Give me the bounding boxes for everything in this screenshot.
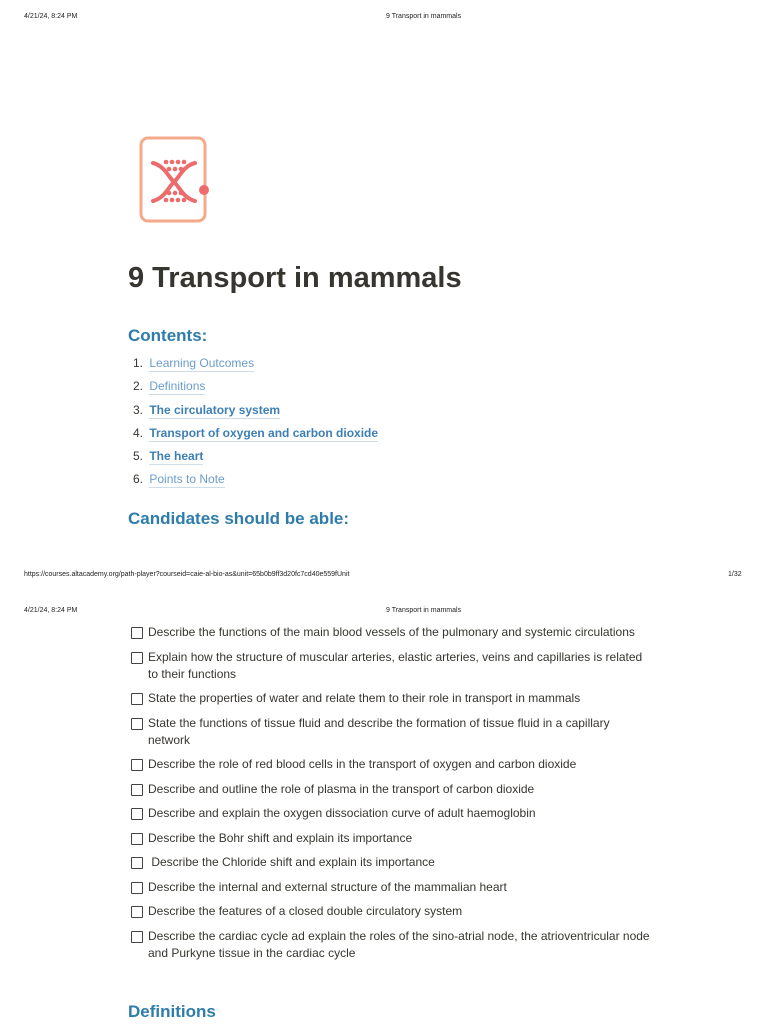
- checkbox[interactable]: [131, 627, 143, 639]
- checklist-item-text: State the functions of tissue fluid and describe the formation of tissue fluid in a capillary network: [148, 715, 610, 747]
- checklist-item: [131, 830, 651, 847]
- toc-number: 2.: [133, 379, 144, 394]
- candidates-heading: Candidates should be able:: [128, 509, 350, 528]
- checklist-item: [131, 624, 651, 641]
- checkbox[interactable]: [131, 759, 143, 771]
- checkbox[interactable]: [131, 931, 143, 943]
- checkbox[interactable]: [131, 693, 143, 705]
- toc-item-points-to-note: [133, 469, 378, 492]
- checkbox[interactable]: [131, 906, 143, 918]
- checklist-item: [131, 854, 651, 871]
- checklist-item-text: Describe the Chloride shift and explain its importance: [148, 855, 435, 869]
- checklist-item-text: Describe the role of red blood cells in the transport of oxygen and carbon dioxide: [148, 757, 577, 771]
- checklist-item-text: Describe the internal and external structure of the mammalian heart: [148, 879, 507, 894]
- toc-number: 3.: [133, 402, 144, 417]
- toc-link-circulatory-system[interactable]: The circulatory system: [149, 402, 281, 417]
- checkbox[interactable]: [131, 652, 143, 664]
- checklist-item-text: Describe and explain the oxygen dissociation curve of adult haemoglobin: [148, 806, 536, 820]
- dna-document-icon: [139, 136, 211, 224]
- checkbox[interactable]: [131, 882, 143, 894]
- definitions-heading: Definitions: [128, 1002, 216, 1021]
- toc-item-learning-outcomes: [133, 353, 378, 376]
- checklist-item: [131, 690, 651, 707]
- checkbox[interactable]: [131, 718, 143, 730]
- toc-item-transport-o2-co2: [133, 423, 378, 446]
- toc-link-transport-o2-co2[interactable]: Transport of oxygen and carbon dioxide: [149, 425, 379, 440]
- page-title: 9 Transport in mammals: [128, 262, 462, 294]
- toc-link-points-to-note[interactable]: Points to Note: [149, 472, 225, 487]
- learning-outcomes-checklist: [131, 624, 651, 962]
- checklist-item-text: Describe the functions of the main blood vessels of the pulmonary and systemic circulations: [148, 625, 635, 639]
- contents-heading: Contents:: [128, 326, 208, 345]
- checklist-item-text: Describe and outline the role of plasma in the transport of carbon dioxide: [148, 781, 535, 796]
- checklist-item: [131, 715, 651, 749]
- checklist-item: [131, 879, 651, 896]
- checklist-item-text: Describe the cardiac cycle ad explain the roles of the sino-atrial node, the atrioventricular node and Purkyne tissue in the cardiac cycle: [148, 928, 650, 960]
- toc-number: 5.: [133, 449, 144, 464]
- print-header-date: 4/21/24, 8:24 PM: [24, 13, 78, 20]
- toc-number: 1.: [133, 356, 144, 370]
- checklist-item-text: Describe the features of a closed double circulatory system: [148, 904, 463, 918]
- toc-link-learning-outcomes[interactable]: Learning Outcomes: [149, 356, 255, 370]
- toc-item-definitions: [133, 376, 378, 399]
- print-header-date-page2: 4/21/24, 8:24 PM: [24, 607, 78, 614]
- checklist-item-text: Describe the Bohr shift and explain its importance: [148, 830, 413, 845]
- checklist-item: [131, 805, 651, 822]
- checkbox[interactable]: [131, 808, 143, 820]
- checklist-item: [131, 781, 651, 798]
- toc-number: 4.: [133, 425, 144, 440]
- checklist-item: [131, 928, 651, 962]
- print-footer-url: https://courses.altacademy.org/path-player?courseid=caie-al-bio-as&unit=65b0b9ff3d20fc7cd40e559fUnit: [24, 571, 350, 578]
- checkbox[interactable]: [131, 784, 143, 796]
- checklist-item-text: Explain how the structure of muscular arteries, elastic arteries, veins and capillaries is related to their functions: [148, 649, 643, 681]
- toc-link-the-heart[interactable]: The heart: [149, 449, 204, 464]
- table-of-contents: [133, 353, 378, 493]
- print-header-title: 9 Transport in mammals: [386, 13, 462, 20]
- checklist-item-text: State the properties of water and relate them to their role in transport in mammals: [148, 691, 581, 705]
- checklist-item: [131, 903, 651, 920]
- checkbox[interactable]: [131, 857, 143, 869]
- toc-link-definitions[interactable]: Definitions: [149, 379, 206, 394]
- toc-item-the-heart: [133, 446, 378, 469]
- toc-number: 6.: [133, 472, 144, 487]
- checklist-item: [131, 756, 651, 773]
- checklist-item: [131, 649, 651, 683]
- toc-item-circulatory-system: [133, 400, 378, 423]
- print-header-title-page2: 9 Transport in mammals: [386, 607, 462, 614]
- checkbox[interactable]: [131, 833, 143, 845]
- print-footer-page-number: 1/32: [728, 571, 742, 578]
